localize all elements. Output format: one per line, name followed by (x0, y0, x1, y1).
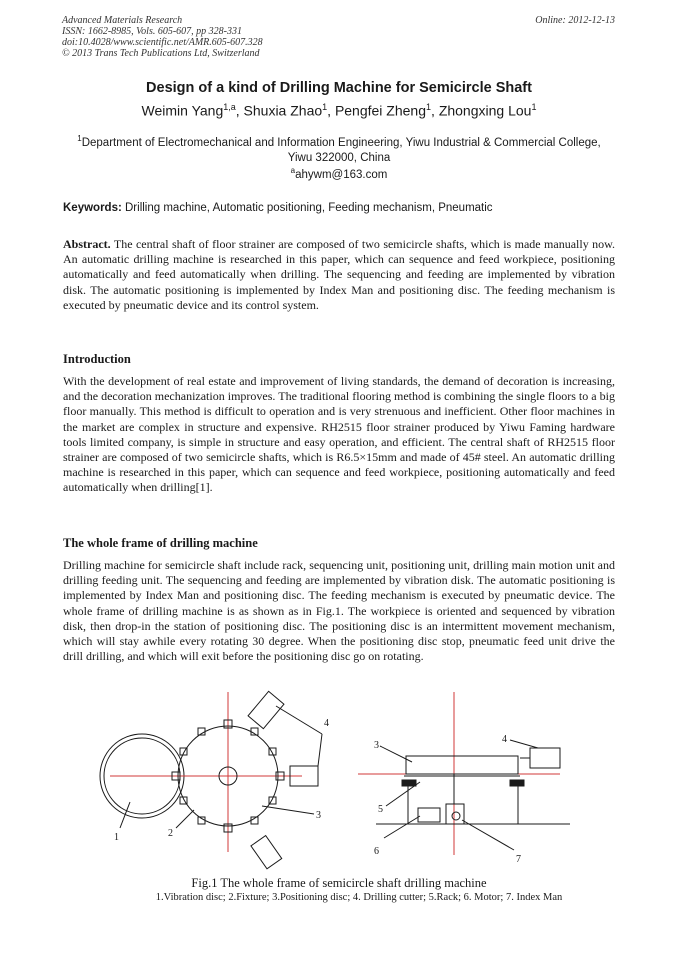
online-date: Online: 2012-12-13 (535, 15, 615, 26)
author-name: Pengfei Zheng (334, 102, 427, 119)
index-man-wheel (452, 812, 460, 820)
fig-label: 7 (516, 854, 521, 865)
section-heading-introduction: Introduction (63, 352, 131, 366)
abstract-label: Abstract. (63, 237, 111, 251)
side-bearing-left (402, 780, 416, 786)
author-name: Shuxia Zhao (243, 102, 323, 119)
affiliation-text: Department of Electromechanical and Information Engineering, Yiwu Industrial & Commercial College, Yiwu 322000, China (81, 136, 601, 164)
abstract-text: The central shaft of floor strainer are composed of two semicircle shafts, which is made manually now. An automatic drilling machine is researched in this paper, which can sequence and feed workpiece, positioning automatically and feed automatically when drilling. The sequencing and feeding are implemented by vibration disk. The automatic positioning is implemented by Index Man and positioning disc. The feeding mechanism is executed by pneumatic device and its control system. (63, 237, 616, 312)
keywords (63, 202, 615, 214)
fig-label: 6 (374, 846, 379, 857)
affiliation (75, 131, 603, 166)
doi-line: doi:10.4028/www.scientific.net/AMR.605-607.328 (62, 37, 263, 48)
figure-1-drawing (90, 690, 590, 870)
cable-4 (276, 706, 322, 734)
whole-frame-paragraph: Drilling machine for semicircle shaft include rack, sequencing unit, positioning unit, drilling main motion unit and drilling feeding unit. The sequencing and feeding are implemented by vibration disk. The automatic positioning is implemented by Index Man and positioning disc. The feeding mechanism is executed by pneumatic device. The whole frame of drilling machine is as shown as in Fig.1. The workpiece is oriented and sequenced by vibration disk, then drop-in the station of positioning disc. The positioning disc is an intermittent movement mechanism, which will stay awhile every rotating 30 degree. When the positioning disc stop, pneumatic feed unit drive the drill drilling, and which will exit before the positioning disc go on rotating. (63, 558, 615, 664)
keywords-text: Drilling machine, Automatic positioning, Feeding mechanism, Pneumatic (125, 202, 493, 214)
fig-label: 3 (374, 740, 379, 751)
figure-caption: Fig.1 The whole frame of semicircle shaft drilling machine (191, 876, 487, 890)
leader-side-3 (380, 746, 412, 762)
drilling-cutter-bottom (251, 836, 282, 869)
cable-4b (318, 734, 322, 766)
fig-label: 4 (502, 734, 507, 745)
fig-label: 1 (114, 832, 119, 843)
issn-line: ISSN: 1662-8985, Vols. 605-607, pp 328-331 (62, 26, 242, 37)
side-positioning-disc (406, 756, 518, 774)
side-bearing-right (510, 780, 524, 786)
fig-label: 5 (378, 804, 383, 815)
drilling-cutter-top (248, 691, 284, 728)
author-name: Zhongxing Lou (438, 102, 532, 119)
leader-2 (176, 810, 194, 828)
keywords-label: Keywords: (63, 202, 122, 214)
paper-title: Design of a kind of Drilling Machine for Semicircle Shaft (146, 80, 532, 96)
email-text: ahywm@163.com (295, 168, 388, 181)
fig-label: 4 (324, 718, 329, 729)
leader-side-6 (384, 816, 420, 838)
leader-side-4 (510, 740, 538, 748)
fig-label: 3 (316, 810, 321, 821)
leader-1 (120, 802, 130, 828)
copyright-line: © 2013 Trans Tech Publications Ltd, Switzerland (62, 48, 260, 59)
journal-header (62, 15, 615, 59)
leader-3 (262, 806, 314, 814)
section-heading-whole-frame: The whole frame of drilling machine (63, 536, 258, 550)
abstract (63, 237, 615, 313)
side-cutter-box (530, 748, 560, 768)
fig-label: 2 (168, 828, 173, 839)
introduction-paragraph: With the development of real estate and improvement of living standards, the demand of decoration is increasing, and the decoration mechanization improves. The traditional flooring method is combining the single floors to a big floor manually. This method is difficult to operation and is very strenuous and inefficient. Other floor machines in the market are complex in structure and expensive. RH2515 floor strainer produced by Yiwu Faming hardware tools limited company, is simple in structure and easy operation, and efficient. The central shaft of RH2515 floor strainer are composed of two semicircle shafts, which is R6.5×15mm and made of 45# steel. An automatic drilling machine is researched in this paper, which can sequence and feed workpiece, positioning automatically and feed automatically when drilling[1]. (63, 374, 615, 495)
journal-name: Advanced Materials Research (62, 15, 183, 26)
figure-legend: 1.Vibration disc; 2.Fixture; 3.Positioning disc; 4. Drilling cutter; 5.Rack; 6. Motor; 7. Index Man (155, 892, 563, 903)
affiliation-mark: 1 (77, 134, 82, 143)
author-affil-mark: 1,a (223, 102, 236, 112)
author-affil-mark: 1 (531, 102, 537, 112)
author-affil-mark: 1 (322, 102, 328, 112)
index-man (446, 804, 464, 824)
contact-email (0, 166, 678, 181)
email-mark: a (290, 166, 296, 175)
motor (418, 808, 440, 822)
author-list: Weimin Yang$^{1,a}$, Shuxia Zhao$^1$, Pengfei Zheng$^1$, Zhongxing Lou$^1$ (141, 102, 537, 119)
author-name: Weimin Yang (141, 102, 224, 119)
author-affil-mark: 1 (426, 102, 432, 112)
